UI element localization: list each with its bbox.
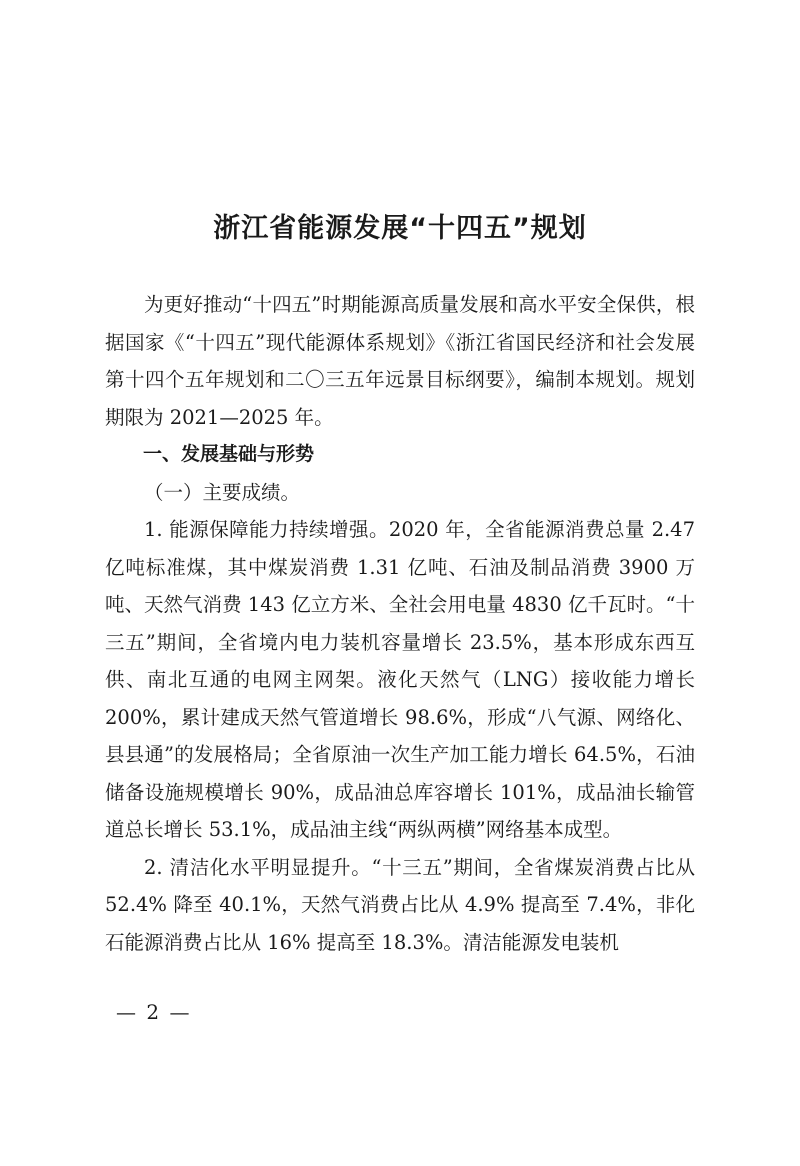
document-title: 浙江省能源发展“十四五”规划: [213, 213, 587, 244]
page-number: — 2 —: [116, 1000, 192, 1024]
section-heading: 一、发展基础与形势: [143, 443, 315, 465]
subsection-heading: （一）主要成绩。: [144, 480, 301, 504]
document-body: [105, 286, 695, 961]
clean-energy-paragraph: 2. 清洁化水平明显提升。“十三五”期间，全省煤炭消费占比从 52.4% 降至 40.1%，天然气消费占比从 4.9% 提高至 7.4%，非化石能源消费占比从 16% 提高至 18.3%。清洁能源发电装机: [105, 855, 695, 954]
energy-supply-paragraph: 1. 能源保障能力持续增强。2020 年，全省能源消费总量 2.47 亿吨标准煤，其中煤炭消费 1.31 亿吨、石油及制品消费 3900 万吨、天然气消费 143 亿立方米、全社会用电量 4830 亿千瓦时。“十三五”期间，全省境内电力装机容量增长 23.5%，基本形成东西互供、南北互通的电网主网架。液化天然气（LNG）接收能力增长 200%，累计建成天然气管道增长 98.6%，形成“八气源、网络化、县县通”的发展格局；全省原油一次生产加工能力增长 64.5%，石油储备设施规模增长 90%，成品油总库容增长 101%，成品油长输管道总长增长 53.1%，成品油主线“两纵两横”网络基本成型。: [105, 518, 695, 841]
intro-paragraph: 为更好推动“十四五”时期能源高质量发展和高水平安全保供，根据国家《“十四五”现代能源体系规划》《浙江省国民经济和社会发展第十四个五年规划和二〇三五年远景目标纲要》，编制本规划。规划期限为 2021—2025 年。: [105, 293, 695, 429]
